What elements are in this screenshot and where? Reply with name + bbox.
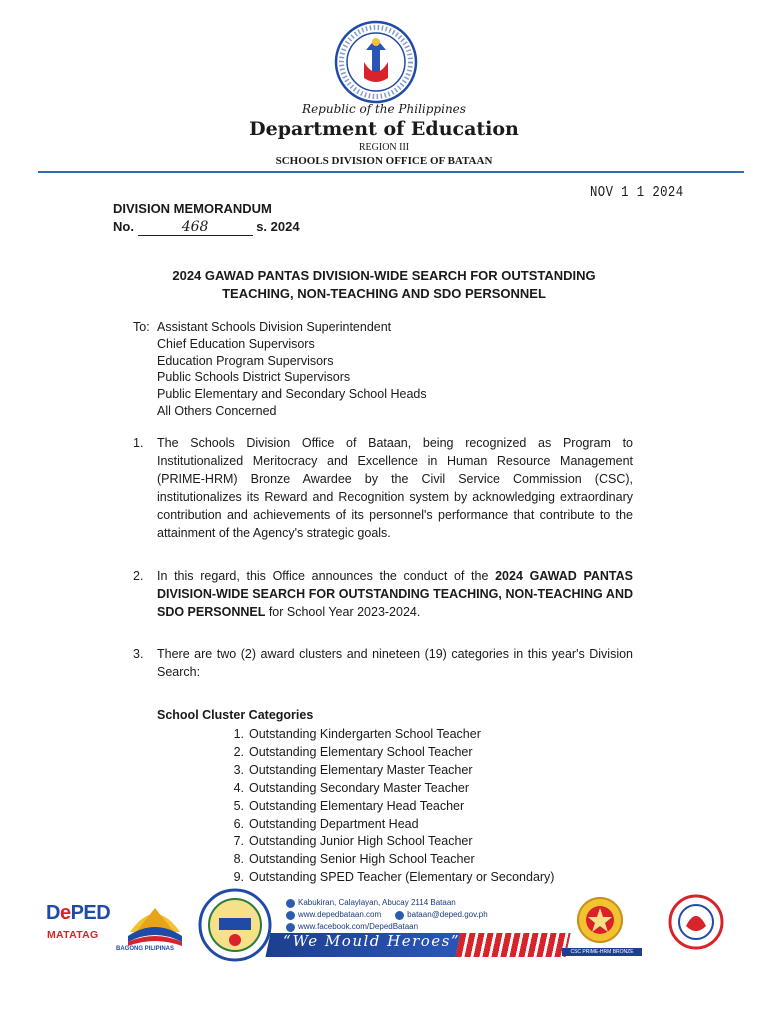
item-number: 6. [233,816,244,831]
memo-number-line [113,219,300,236]
item-label: Outstanding Elementary School Teacher [249,744,473,759]
list-item [222,851,554,869]
matatag-label: MATATAG [47,929,99,941]
paragraph-text [157,567,633,621]
slogan-text: “We Mould Heroes” [283,932,461,950]
location-icon [286,899,295,908]
to-label: To: [133,320,150,334]
item-label: Outstanding SPED Teacher (Elementary or Secondary) [249,870,555,885]
item-label: Outstanding Junior High School Teacher [249,834,473,849]
memo-number-label: No. [113,219,134,234]
deped-logo-ped: PED [70,902,111,924]
paragraph-text-post: for School Year 2023-2024. [265,605,421,619]
facebook-icon [286,923,295,932]
header-region: REGION III [358,142,410,153]
deped-logo-d: D [46,902,60,924]
item-label: Outstanding Department Head [249,816,419,831]
deped-logo-e: e [59,902,71,924]
subject-line-2: TEACHING, NON-TEACHING AND SDO PERSONNEL [222,286,546,301]
deped-logo [46,902,110,925]
item-label: Outstanding Senior High School Teacher [249,852,475,867]
memo-number-value: 468 [138,220,253,236]
paragraph-number: 3. [133,647,144,661]
school-cluster-list [222,726,554,887]
item-number: 9. [233,870,244,885]
item-label: Outstanding Kindergarten School Teacher [249,727,481,741]
memo-series: s. 2024 [256,219,300,234]
facebook-link[interactable]: www.facebook.com/DepedBataan [298,922,419,931]
list-item [222,869,554,887]
item-number: 5. [233,798,244,813]
paragraph-text-bold: 2024 GAWAD PANTAS DIVISION-WIDE SEARCH FOR OUTSTANDING TEACHING, NON-TEACHING AND SDO PERSONNEL [157,569,633,619]
header-office: SCHOOLS DIVISION OFFICE OF BATAAN [275,155,493,167]
item-number: 2. [233,744,244,759]
addressee: All Others Concerned [157,403,277,418]
item-number: 7. [233,834,244,849]
header-divider [38,171,744,173]
item-number: 4. [233,780,244,795]
contact-info [286,897,488,933]
addressee: Chief Education Supervisors [157,336,315,351]
list-item [222,744,554,762]
csc-award-caption: CSC PRIME-HRM BRONZE AWARD [562,948,642,956]
school-cluster-title: School Cluster Categories [157,708,314,722]
letterhead-footer [38,888,738,963]
list-item [222,780,554,798]
list-item [222,833,554,851]
item-number: 8. [233,852,244,867]
paragraph-number: 1. [133,436,144,450]
addressee: Education Program Supervisors [157,353,334,368]
sdo-bataan-seal-icon [198,888,272,962]
paragraph-text: The Schools Division Office of Bataan, being recognized as Program to Institutionalized Meritocracy and Excellence in Human Resource Management (PRIME-HRM) Bronze Awardee by the Civil Service Commission (CSC), institutionalizes its Reward and Recognition system by acknowledging extraordinary contribution and achievements of its personnel's performance that contribute to the attainment of the Agency's strategic goals. [157,436,633,540]
paragraph-3 [133,645,633,681]
paragraph-text-pre: In this regard, this Office announces the conduct of the [157,569,496,583]
list-item [222,798,554,816]
addressee: Public Schools District Supervisors [157,370,351,385]
list-item [222,762,554,780]
item-number: 1. [233,727,244,741]
email-link[interactable]: bataan@deped.gov.ph [407,910,488,919]
deped-seal-icon [334,20,418,104]
memo-type: DIVISION MEMORANDUM [113,201,272,216]
paragraph-number: 2. [133,569,144,583]
website-link[interactable]: www.depedbataan.com [298,910,382,919]
memo-subject [100,267,668,303]
bagong-pilipinas-label: BAGONG PILIPINAS [116,946,175,952]
item-label: Outstanding Elementary Master Teacher [249,762,473,777]
addressee: Public Elementary and Secondary School Heads [157,387,427,402]
paragraph-1 [133,434,633,542]
email-icon [395,911,404,920]
addressee: Assistant Schools Division Superintendent [157,320,392,334]
globe-icon [286,911,295,920]
list-item [222,816,554,834]
item-label: Outstanding Elementary Head Teacher [249,798,465,813]
paragraph-text: There are two (2) award clusters and nineteen (19) categories in this year's Division Search: [157,647,633,679]
received-date-stamp: NOV 1 1 2024 [590,184,684,201]
quality-management-badge-icon [664,892,728,956]
paragraph-2 [133,567,633,621]
subject-line-1: 2024 GAWAD PANTAS DIVISION-WIDE SEARCH FOR OUTSTANDING [172,268,596,283]
address-text: Kabukiran, Calaylayan, Abucay 2114 Bataan [298,898,456,907]
item-number: 3. [233,762,244,777]
header-department: Department of Education [249,118,519,140]
addressee-block [133,319,427,420]
list-item [222,726,554,744]
item-label: Outstanding Secondary Master Teacher [249,780,470,795]
header-republic: Republic of the Philippines [302,102,466,116]
csc-award-badge-icon [564,892,636,956]
